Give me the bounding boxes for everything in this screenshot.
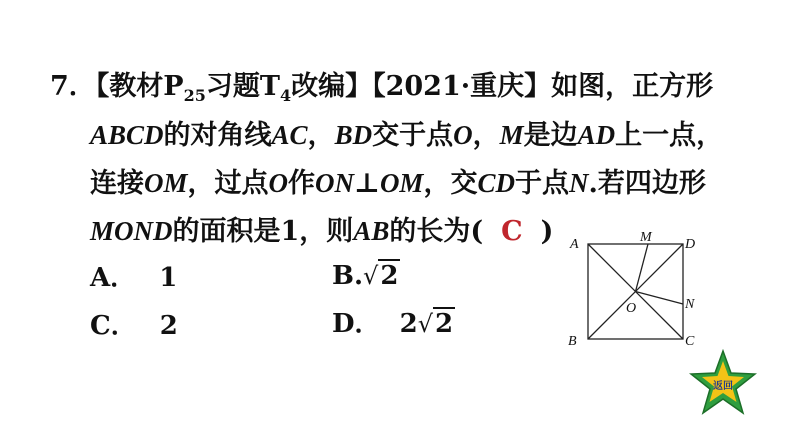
text-segment: ， [307,120,335,151]
var-mond: MOND [90,216,173,246]
answer-letter: C [501,216,523,247]
text-segment: ，交 [423,168,478,199]
source-prefix: 【教材P [95,71,184,102]
back-button-label: 返回 [713,381,733,392]
option-a-value: 1 [159,263,178,293]
source-mid: 习题T [205,71,280,102]
text-segment: 的对角线 [163,120,272,151]
question-line-1 [50,70,713,113]
option-a [90,262,177,294]
text-segment: 作 [288,168,316,199]
question-line-2 [90,118,723,153]
text-segment: 的面积是1，则 [172,216,354,247]
option-d-prefix: 2 [399,309,418,339]
var-ad: AD [577,120,616,150]
question-number: 7． [50,71,96,102]
source-page-subscript: 25 [183,86,206,105]
text-segment: 上一点， [615,120,724,151]
option-b [332,260,400,292]
text-segment: 于点 [514,168,569,199]
var-bd: BD [334,120,373,150]
var-cd: CD [477,168,515,198]
text-segment: 是边 [523,120,578,151]
var-on: ON [315,168,355,198]
label-m: M [640,230,652,245]
option-d-label: D． [332,309,381,339]
var-o: O [268,168,289,198]
text-segment: ) [540,216,554,247]
year-tag: 【2021·重庆】 [372,71,552,102]
label-b: B [568,334,577,349]
source-suffix: 改编】 [291,71,373,102]
sqrt-expression [418,308,455,340]
var-om: OM [144,168,188,198]
var-ab: AB [353,216,390,246]
option-c-label: C． [90,311,137,341]
question-line-4 [90,214,553,249]
question-line-3 [90,166,706,201]
text-segment: 交于点 [372,120,454,151]
var-m: M [499,120,524,150]
var-abcd: ABCD [90,120,164,150]
text-segment: ，过点 [187,168,269,199]
label-o: O [626,301,637,316]
label-n: N [685,297,695,312]
text-segment: .若四边形 [588,168,706,199]
var-ac: AC [271,120,308,150]
var-om: OM [379,168,424,198]
option-d [332,308,455,340]
radical-sign: √ [417,310,434,338]
label-d: D [685,237,696,252]
radical-sign: √ [363,262,379,290]
text-segment: 连接 [90,168,144,199]
option-d-radicand: 2 [435,309,454,339]
option-a-label: A． [90,263,137,293]
var-o: O [453,120,473,150]
source-item-subscript: 4 [279,86,292,105]
option-c-value: 2 [159,311,178,341]
option-b-label: B. [332,261,364,291]
question-intro: 如图，正方形 [551,71,714,102]
option-c [90,310,178,342]
back-button[interactable] [689,349,757,417]
text-segment: 的长为( [389,216,484,247]
sqrt-expression [363,260,400,292]
perp-symbol: ⊥ [354,168,380,199]
label-a: A [570,237,579,252]
label-c: C [685,334,695,349]
var-n: N [568,168,589,198]
option-b-radicand: 2 [380,261,399,291]
square-figure [560,228,710,350]
text-segment: ， [472,120,500,151]
